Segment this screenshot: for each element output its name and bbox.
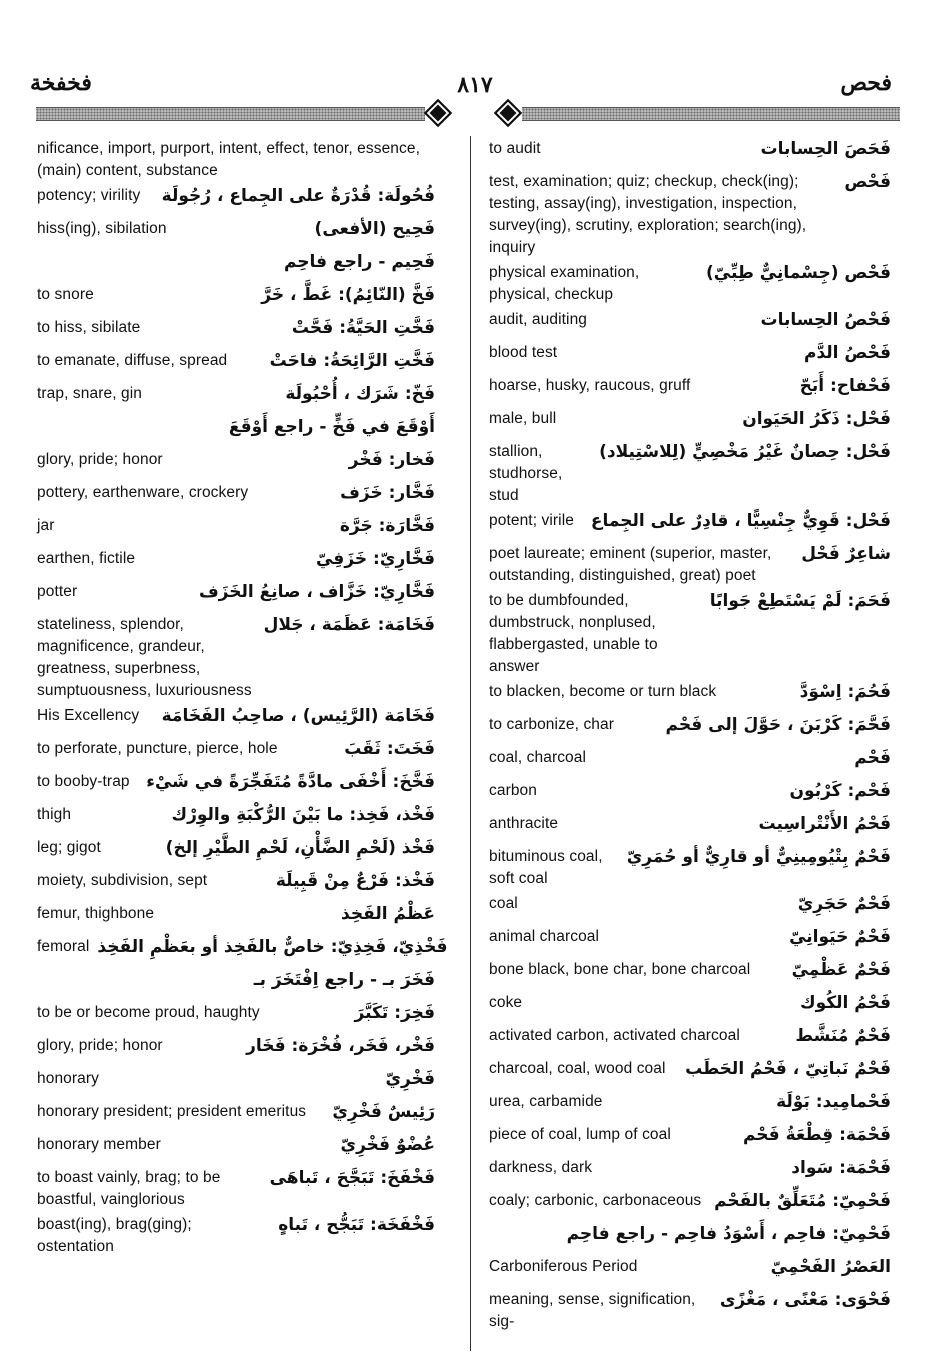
running-head-right: فحص [840, 70, 892, 96]
dictionary-entry [489, 439, 891, 508]
dictionary-entry [37, 1033, 435, 1066]
dictionary-entry [37, 612, 435, 703]
entry-arabic: فَحْم: كَرْبُون [789, 781, 891, 801]
entry-arabic: فَخَّتِ الرَّائِحَةُ: فاحَتْ [269, 351, 435, 371]
entry-arabic: رَئِيسٌ فَخْرِيّ [332, 1102, 435, 1122]
entry-english: to blacken, become or turn black [489, 683, 717, 700]
dictionary-entry [489, 1122, 891, 1155]
entry-english: glory, pride; honor [37, 1037, 163, 1054]
dictionary-entry [37, 136, 435, 183]
entry-english: coal, charcoal [489, 749, 587, 766]
entry-english: boast(ing), brag(ging); ostentation [37, 1216, 192, 1255]
entry-arabic: فَحْمَة: قِطْعَةُ فَحْم [742, 1125, 891, 1145]
dictionary-entry [37, 835, 435, 868]
dictionary-entry [489, 811, 891, 844]
entry-english: charcoal, coal, wood coal [489, 1060, 666, 1077]
dictionary-entry [37, 480, 435, 513]
entry-english: moiety, subdivision, sept [37, 872, 208, 889]
entry-arabic: فَخَّ (النّائِمُ): غَطَّ ، خَرَّ [261, 285, 435, 305]
dictionary-entry [37, 934, 448, 967]
entry-arabic: فَحْمٌ نَباتِيّ ، فَحْمُ الحَطَب [685, 1059, 891, 1079]
entry-english: nificance, import, purport, intent, effect, tenor, essence, (main) content, substance [37, 140, 420, 179]
entry-arabic: شاعِرٌ فَحْل [801, 544, 891, 564]
entry-english: to boast vainly, brag; to be boastful, vainglorious [37, 1169, 221, 1208]
entry-arabic: فَحْمامِيد: بَوْلَة [776, 1092, 891, 1112]
dictionary-entry [37, 447, 435, 480]
entry-english: honorary [37, 1070, 99, 1087]
dictionary-entry [489, 990, 891, 1023]
entry-arabic: فَخْر، فَخَر، فُخْرَة: فَخَار [246, 1036, 435, 1056]
dictionary-entry [489, 373, 891, 406]
dictionary-entry [37, 216, 435, 249]
dictionary-entry [37, 1099, 435, 1132]
entry-arabic: فَحْمٌ عَظْمِيّ [791, 960, 891, 980]
entry-arabic: فُحُولَة: قُدْرَةٌ على الجِماع ، رُجُولَة [161, 186, 435, 206]
dictionary-entry [489, 1056, 891, 1089]
dictionary-entry [489, 745, 891, 778]
entry-english: to booby-trap [37, 773, 130, 790]
entry-english: piece of coal, lump of coal [489, 1126, 671, 1143]
entry-english: to emanate, diffuse, spread [37, 352, 228, 369]
entry-arabic: فَحِيم - راجع فاحِم [283, 252, 435, 272]
entry-english: male, bull [489, 410, 557, 427]
dictionary-entry [37, 348, 435, 381]
entry-arabic: فَحْوَى: مَعْنًى ، مَغْزًى [719, 1290, 891, 1310]
entry-arabic: عُضْوٌ فَخْرِيّ [340, 1135, 435, 1155]
entry-english: glory, pride; honor [37, 451, 163, 468]
entry-arabic: أَوْقَعَ في فَخٍّ - راجع أَوْقَعَ [228, 417, 435, 437]
entry-english: His Excellency [37, 707, 140, 724]
entry-english: to hiss, sibilate [37, 319, 141, 336]
entry-english: anthracite [489, 815, 559, 832]
entry-english: femur, thighbone [37, 905, 155, 922]
header-ornament-band-right [522, 107, 900, 121]
entry-english: bone black, bone char, bone charcoal [489, 961, 751, 978]
entry-english: audit, auditing [489, 311, 588, 328]
entry-english: potter [37, 583, 78, 600]
entry-arabic: فَخَّتِ الحَيَّةُ: فَحَّتْ [291, 318, 435, 338]
dictionary-entry [37, 802, 435, 835]
entry-arabic: فَحَصَ الحِسابات [760, 139, 891, 159]
dictionary-entry [37, 769, 435, 802]
dictionary-entry [489, 1089, 891, 1122]
entry-english: earthen, fictile [37, 550, 136, 567]
entry-arabic: فَخْذ، فَخِذ: ما بَيْنَ الرُّكْبَةِ والوِرْك [171, 805, 435, 825]
entry-english: stateliness, splendor, magnificence, grandeur, greatness, superbness, sumptuousness, luxuriousness [37, 616, 252, 699]
dictionary-entry [37, 1212, 435, 1259]
entry-arabic: فَحْمٌ بِتْيُومِينِيٌّ أو قارِيٌّ أو حُمَرِيّ [626, 847, 891, 867]
page-number: ٨١٧ [457, 72, 493, 98]
dictionary-entry [37, 414, 435, 447]
entry-arabic: فَخَّارِيّ: خَزَفِيّ [315, 549, 435, 569]
entry-arabic: فَحْمِيّ: مُتَعَلِّقٌ بالفَحْم [714, 1191, 891, 1211]
dictionary-entry [37, 381, 435, 414]
entry-arabic: فَحَمَ: لَمْ يَسْتَطِعْ جَوابًا [709, 591, 891, 611]
entry-english: coal [489, 895, 518, 912]
entry-arabic: فَخار: فَخْر [348, 450, 435, 470]
dictionary-entry [489, 778, 891, 811]
entry-arabic: فَحَّمَ: كَرْبَنَ ، حَوَّلَ إلى فَحْم [665, 715, 891, 735]
column-divider [470, 136, 471, 1351]
dictionary-entry [37, 183, 435, 216]
entry-english: meaning, sense, signification, sig- [489, 1291, 696, 1330]
entry-arabic: فَخّ: شَرَك ، أُحْبُولَة [285, 384, 435, 404]
entry-english: bituminous coal, soft coal [489, 848, 603, 887]
entry-english: poet laureate; eminent (superior, master, outstanding, distinguished, great) poet [489, 545, 772, 584]
dictionary-entry [489, 169, 891, 260]
entry-english: physical examination, physical, checkup [489, 264, 640, 303]
entry-english: coke [489, 994, 523, 1011]
dictionary-entry [489, 508, 891, 541]
dictionary-entry [489, 136, 891, 169]
entry-arabic: فَحْصُ الحِسابات [760, 310, 891, 330]
entry-arabic: فَحْمِيّ: فاحِم ، أَسْوَدُ فاحِم - راجع فاحِم [566, 1224, 891, 1244]
entry-arabic: فَحْمٌ مُنَشَّط [795, 1026, 891, 1046]
entry-arabic: فَحْص [844, 172, 891, 192]
diamond-ornament-right [494, 99, 522, 127]
entry-english: thigh [37, 806, 72, 823]
entry-arabic: فَخْذ (لَحْمِ الضَّأْنِ، لَحْمِ الطَّيْرِ إلخ) [165, 838, 435, 858]
entry-english: leg; gigot [37, 839, 101, 856]
entry-english: stallion, studhorse, stud [489, 443, 563, 504]
entry-english: to perforate, puncture, pierce, hole [37, 740, 278, 757]
dictionary-entry [37, 315, 435, 348]
entry-arabic: فَخْذِيّ، فَخِذِيّ: خاصٌّ بالفَخِذ أو بعَظْمِ الفَخِذ [97, 937, 448, 957]
dictionary-entry [489, 1023, 891, 1056]
entry-arabic: فَخَامَة: عَظَمَة ، جَلال [263, 615, 435, 635]
diamond-ornament-left [424, 99, 452, 127]
entry-english: potent; virile [489, 512, 574, 529]
entry-arabic: فَحْمُ الأَنْتْراسِيت [758, 814, 891, 834]
entry-arabic: فَحِيح (الأفعى) [314, 219, 435, 239]
dictionary-entry [37, 1000, 435, 1033]
entry-english: animal charcoal [489, 928, 600, 945]
dictionary-entry [37, 1066, 435, 1099]
dictionary-entry [37, 868, 435, 901]
entry-arabic: فَحْفاح: أَبَحّ [799, 376, 891, 396]
entry-english: honorary member [37, 1136, 161, 1153]
dictionary-entry [37, 1132, 435, 1165]
entry-english: to be dumbfounded, dumbstruck, nonplused, flabbergasted, unable to answer [489, 592, 658, 675]
entry-arabic: فَخْذ: فَرْعٌ مِنْ قَبِيلَة [275, 871, 435, 891]
dictionary-entry [489, 957, 891, 990]
dictionary-entry [489, 712, 891, 745]
entry-english: coaly; carbonic, carbonaceous [489, 1192, 702, 1209]
entry-english: hiss(ing), sibilation [37, 220, 167, 237]
entry-arabic: فَحْل: ذَكَرُ الحَيَوان [742, 409, 891, 429]
dictionary-entry [489, 340, 891, 373]
dictionary-entry [489, 1287, 891, 1334]
dictionary-entry [489, 844, 891, 891]
entry-english: potency; virility [37, 187, 141, 204]
entry-english: Carboniferous Period [489, 1258, 638, 1275]
entry-arabic: فَخَّخَ: أَخْفَى مادَّةً مُتَفَجِّرَةً في شَيْء [146, 772, 435, 792]
right-column [489, 136, 891, 1334]
dictionary-entry [489, 679, 891, 712]
dictionary-entry [37, 249, 435, 282]
dictionary-entry [489, 1188, 891, 1221]
entry-arabic: العَصْرُ الفَحْمِيّ [770, 1257, 891, 1277]
entry-arabic: فَحْصُ الدَّم [804, 343, 891, 363]
entry-english: to snore [37, 286, 94, 303]
running-head-left: فخفخة [30, 70, 92, 96]
entry-arabic: فَخَرَ بـ - راجع اِفْتَخَرَ بـ [253, 970, 435, 990]
dictionary-entry [489, 924, 891, 957]
entry-english: jar [37, 517, 55, 534]
page-header [0, 0, 928, 140]
entry-arabic: فَخَامَة (الرَّئِيس) ، صاحِبُ الفَخَامَة [161, 706, 435, 726]
entry-arabic: فَحْم [854, 748, 891, 768]
entry-arabic: فَحْص (جِسْمانِيٌّ طِبِّيّ) [705, 263, 891, 283]
entry-arabic: فَحْل: قَوِيٌّ جِنْسِيًّا ، قادِرٌ على الجِماع [590, 511, 891, 531]
dictionary-entry [37, 703, 435, 736]
dictionary-entry [489, 588, 891, 679]
dictionary-entry [489, 1221, 891, 1254]
entry-english: femoral [37, 938, 90, 955]
entry-arabic: فَحْمٌ حَيَوانِيّ [789, 927, 891, 947]
entry-arabic: فَخَّار: خَزَف [340, 483, 435, 503]
dictionary-entry [489, 1155, 891, 1188]
entry-arabic: فَحْمٌ حَجَرِيّ [797, 894, 891, 914]
entry-english: urea, carbamide [489, 1093, 603, 1110]
entry-arabic: فَخْفَخَة: تَبَجُّح ، تَباهٍ [278, 1215, 435, 1235]
left-column [37, 136, 448, 1259]
entry-arabic: فَخْفَخَ: تَبَجَّحَ ، تَباهَى [269, 1168, 435, 1188]
entry-arabic: فَحْمُ الكُوك [800, 993, 891, 1013]
entry-english: trap, snare, gin [37, 385, 142, 402]
entry-arabic: فَحْمَة: سَواد [791, 1158, 891, 1178]
dictionary-entry [489, 1254, 891, 1287]
dictionary-entry [489, 406, 891, 439]
entry-english: pottery, earthenware, crockery [37, 484, 249, 501]
entry-arabic: فَخَّارِيّ: خَزَّاف ، صانِعُ الخَزَف [198, 582, 435, 602]
entry-english: to audit [489, 140, 541, 157]
entry-arabic: فَحْل: حِصانٌ غَيْرُ مَخْصِيٍّ (لِلاسْتِيلاد) [599, 442, 891, 462]
entry-english: blood test [489, 344, 558, 361]
dictionary-entry [489, 891, 891, 924]
entry-arabic: فَخَتَ: ثَقَبَ [344, 739, 435, 759]
entry-arabic: فَحُمَ: اِسْوَدَّ [799, 682, 891, 702]
entry-arabic: عَظْمُ الفَخِذ [341, 904, 435, 924]
dictionary-entry [37, 736, 435, 769]
dictionary-entry [489, 260, 891, 307]
entry-arabic: فَخْرِيّ [385, 1069, 435, 1089]
dictionary-entry [37, 579, 435, 612]
entry-english: carbon [489, 782, 537, 799]
entry-english: to carbonize, char [489, 716, 615, 733]
dictionary-entry [37, 1165, 435, 1212]
dictionary-entry [37, 901, 435, 934]
dictionary-entry [37, 513, 435, 546]
entry-english: honorary president; president emeritus [37, 1103, 307, 1120]
dictionary-entry [37, 282, 435, 315]
dictionary-entry [37, 967, 435, 1000]
dictionary-entry [489, 541, 891, 588]
entry-english: darkness, dark [489, 1159, 593, 1176]
dictionary-entry [37, 546, 435, 579]
entry-english: test, examination; quiz; checkup, check(ing); testing, assay(ing), investigation, inspection, survey(ing), scrutiny, exploration; search(ing), inquiry [489, 173, 807, 256]
entry-arabic: فَخِرَ: تَكَبَّرَ [354, 1003, 435, 1023]
entry-english: to be or become proud, haughty [37, 1004, 260, 1021]
dictionary-entry [489, 307, 891, 340]
header-ornament-band-left [36, 107, 425, 121]
entry-english: hoarse, husky, raucous, gruff [489, 377, 691, 394]
entry-arabic: فَخَّارَة: جَرَّة [339, 516, 435, 536]
entry-english: activated carbon, activated charcoal [489, 1027, 740, 1044]
